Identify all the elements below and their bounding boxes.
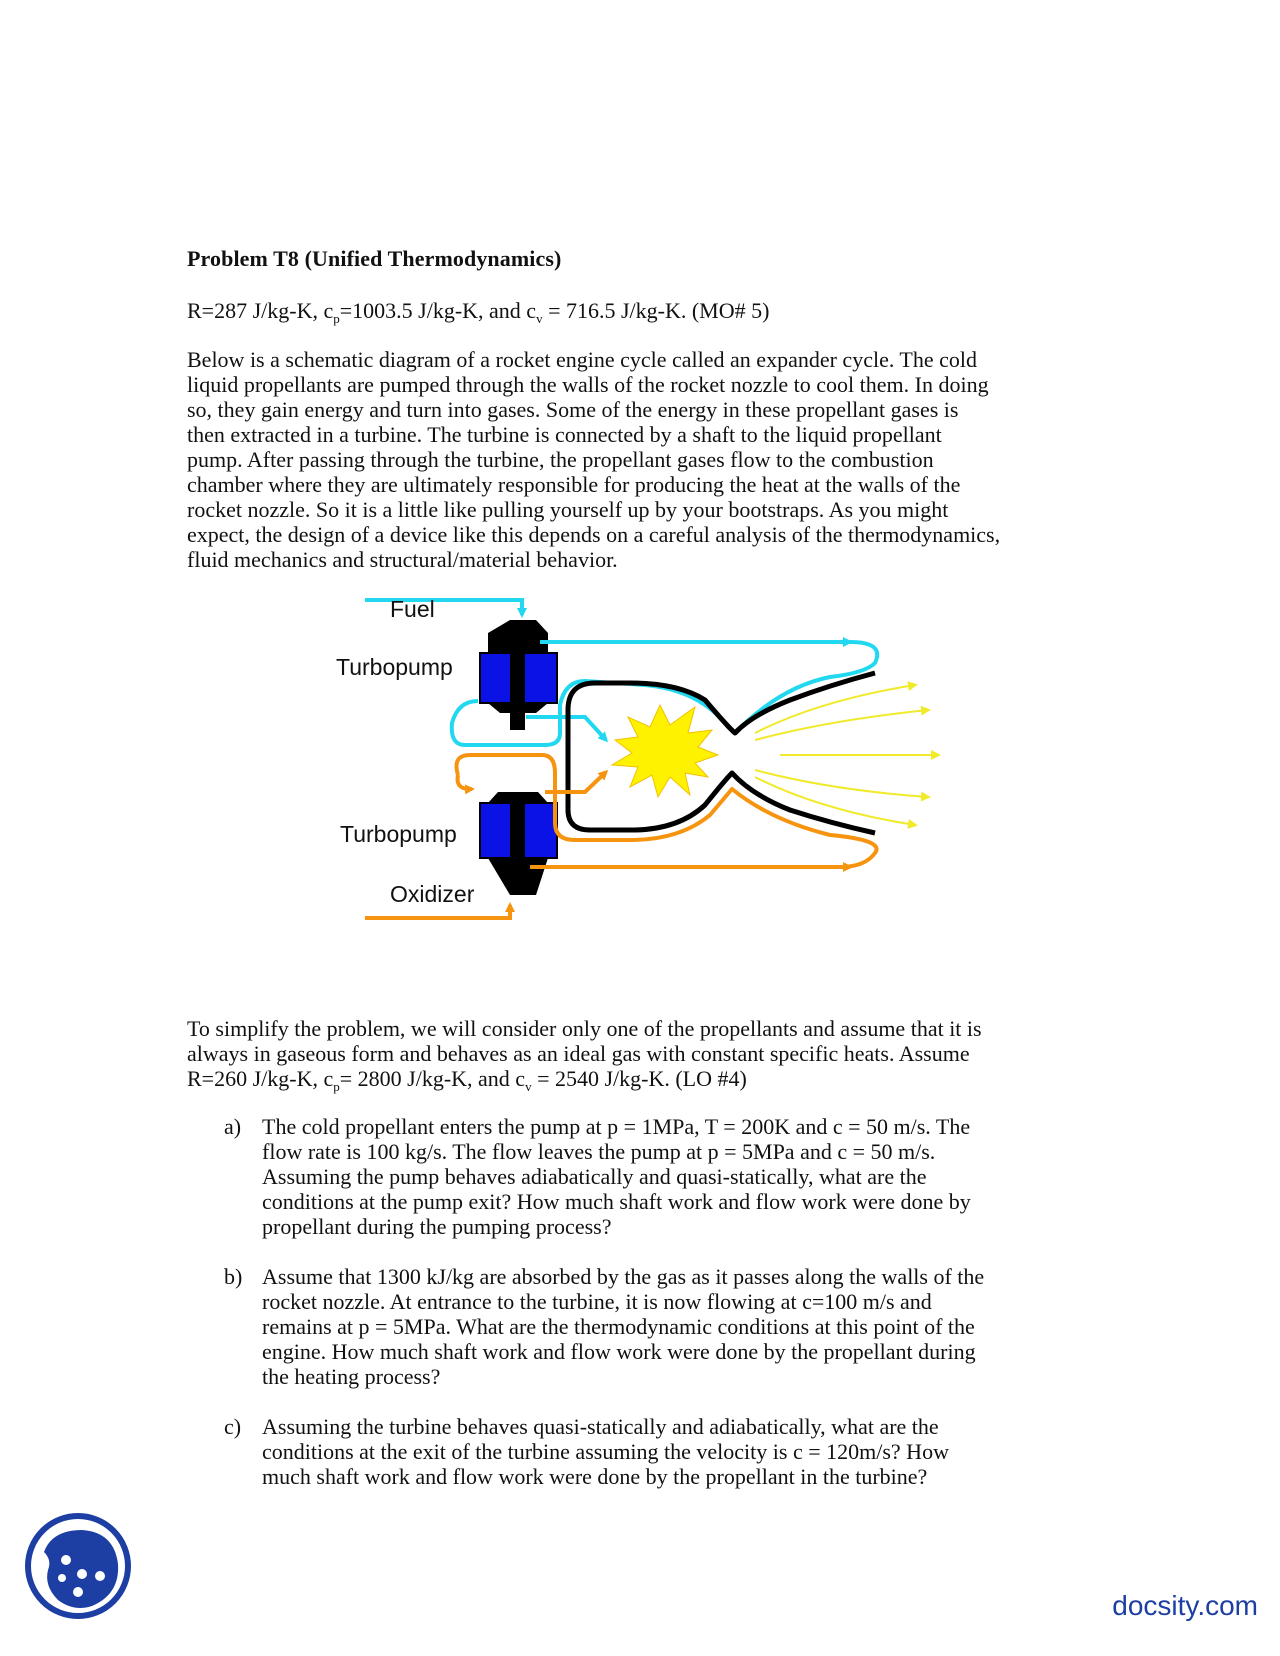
intro-line: fluid mechanics and structural/material behavior.	[187, 547, 618, 572]
fuel-label: Fuel	[390, 596, 435, 622]
intro-paragraph	[187, 347, 1087, 572]
question-marker: b)	[224, 1264, 243, 1289]
question-marker: c)	[224, 1414, 242, 1439]
combustion-flame	[612, 705, 718, 797]
intro-line: pump. After passing through the turbine, the propellant gases flow to the combustion	[187, 447, 934, 472]
oxidizer-label: Oxidizer	[390, 881, 475, 907]
gas-constants: R=287 J/kg-K, $c_p=1003.5$ J/kg-K, and $c_v = 716.5$ J/kg-K. (MO# 5)	[187, 298, 770, 326]
question-a: a) The cold propellant enters the pump at p = 1MPa, T = 200K and c = 50 m/s. The flow rate is 100 kg/s. The flow leaves the pump at p = 5MPa and c = 50 m/s. Assuming the pump behaves adiabatically and quasi-statically, what are the conditions at the pump exit? How much shaft work and flow work were done by propellant during the pumping process?	[224, 1114, 971, 1239]
expander-cycle-diagram	[336, 596, 1000, 975]
intro-line: then extracted in a turbine. The turbine is connected by a shaft to the liquid propellant	[187, 422, 942, 447]
intro-line: rocket nozzle. So it is a little like pulling yourself up by your bootstraps. As you might	[187, 497, 949, 522]
docsity-logo-icon	[22, 1510, 134, 1622]
exhaust-jet	[755, 685, 915, 733]
turbopump-top-label: Turbopump	[336, 654, 453, 680]
nozzle-wall	[568, 673, 875, 833]
fuel-inlet-line	[365, 600, 522, 615]
simplify-paragraph: To simplify the problem, we will consider only one of the propellants and assume that it is always in gaseous form and behaves as an ideal gas with constant specific heats. Assume R=260 J/kg-K, $c_p= 2800$ J/kg-K, and $c_v = 2540$ J/kg-K. (LO #4)	[187, 1016, 982, 1094]
exhaust-jet	[755, 710, 928, 740]
intro-line: so, they gain energy and turn into gases. Some of the energy in these propellant gases is	[187, 397, 959, 422]
top-turbopump	[480, 620, 557, 730]
question-list	[224, 1114, 1084, 1514]
pump-outlet-top	[488, 703, 548, 713]
exhaust-jet	[755, 770, 928, 797]
problem-title: Problem T8 (Unified Thermodynamics)	[187, 246, 562, 271]
bottom-turbopump	[480, 792, 557, 895]
pump-shaft-bottom	[510, 800, 525, 860]
pump-shaft-top	[510, 635, 525, 730]
question-c: c) Assuming the turbine behaves quasi-statically and adiabatically, what are the conditions at the exit of the turbine assuming the velocity is c = 120m/s? How much shaft work and flow work were done by the propellant in the turbine?	[224, 1414, 949, 1489]
question-b: b) Assume that 1300 kJ/kg are absorbed by the gas as it passes along the walls of the rocket nozzle. At entrance to the turbine, it is now flowing at c=100 m/s and remains at p = 5MPa. What are the thermodynamic conditions at this point of the engine. How much shaft work and flow work were done by the propellant during the heating process?	[224, 1264, 985, 1389]
pump-housing-bottom	[488, 858, 548, 895]
intro-line: chamber where they are ultimately responsible for producing the heat at the walls of the	[187, 472, 961, 497]
turbopump-bottom-label: Turbopump	[340, 821, 457, 847]
intro-line: liquid propellants are pumped through the walls of the rocket nozzle to cool them. In doing	[187, 372, 989, 397]
question-marker: a)	[224, 1114, 242, 1139]
intro-line: expect, the design of a device like this depends on a careful analysis of the thermodynamics,	[187, 522, 1001, 547]
oxidizer-to-pump-line	[458, 775, 472, 789]
intro-line: Below is a schematic diagram of a rocket engine cycle called an expander cycle. The cold	[187, 347, 978, 372]
brand-watermark: docsity.com	[1112, 1590, 1258, 1621]
